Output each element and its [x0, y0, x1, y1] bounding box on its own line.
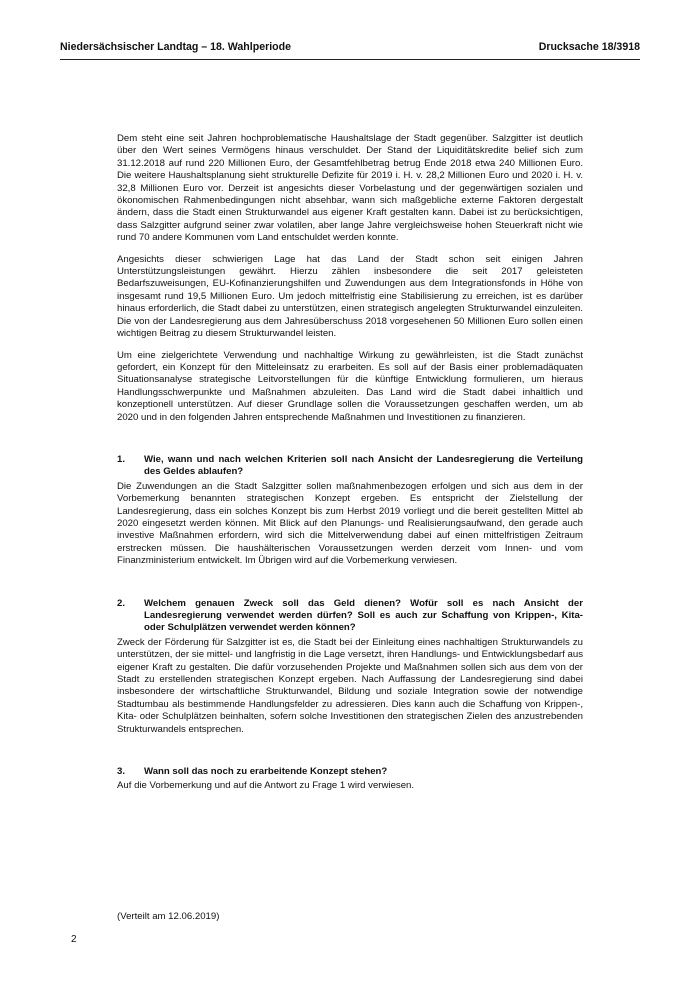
question-1	[117, 454, 583, 479]
question-text: Welchem genauen Zweck soll das Geld dienen? Wofür soll es nach Ansicht der Landesregierung verwendet werden dürfen? Soll es auch zur Schaffung von Krippen-, Kita- oder Schulplätzen verwendet werden können?	[144, 597, 583, 634]
question-3	[117, 766, 583, 778]
page-number: 2	[71, 934, 77, 945]
distribution-note: (Verteilt am 12.06.2019)	[117, 911, 220, 922]
document-body	[117, 133, 583, 802]
answer-2: Zweck der Förderung für Salzgitter ist es, die Stadt bei der Einleitung eines nachhaltigen Strukturwandels zu unterstützen, der sie mittel- und langfristig in die Lage versetzt, ihren Handlungs- und Entwicklungsbedarf aus eigener Kraft zu gestalten. Die dafür vorzusehenden Projekte und Maßnahmen sollen sich aus dem von der Stadt zu erstellenden strategischen Konzept ergeben. Nach Auffassung der Landesregierung sind dabei insbesondere der wirtschaftliche Strukturwandel, Bildung und soziale Integration sowie der notwendige Stadtumbau als bestimmende Handlungsfelder zu adressieren. Dies kann auch die Schaffung von Krippen-, Kita- oder Schulplätzen beinhalten, sofern solche Investitionen den strategischen Zielen des anzustrebenden Strukturwandels entsprechen.	[117, 636, 583, 735]
question-number: 2.	[117, 597, 126, 609]
intro-paragraph: Um eine zielgerichtete Verwendung und nachhaltige Wirkung zu gewährleisten, ist die Stadt zunächst gefordert, ein Konzept für den Mitteleinsatz zu erarbeiten. Es soll auf der Basis einer problemadäquaten Situationsanalyse strategische Leitvorstellungen für die künftige Entwicklung formulieren, um hieraus Handlungsschwerpunkte und Maßnahmen abzuleiten. Das Land wird die Stadt dabei inhaltlich und konzeptionell unterstützen. Auf dieser Grundlage sollen die Voraussetzungen geschaffen werden, um ab 2020 und in den folgenden Jahren entsprechende Maßnahmen und Investitionen zu finanzieren.	[117, 349, 583, 423]
document-number: Drucksache 18/3918	[538, 41, 640, 53]
question-text: Wie, wann und nach welchen Kriterien soll nach Ansicht der Landesregierung die Verteilung des Geldes ablaufen?	[144, 453, 583, 478]
header-title: Niedersächsischer Landtag – 18. Wahlperiode	[60, 41, 291, 53]
intro-paragraph: Dem steht eine seit Jahren hochproblematische Haushaltslage der Stadt gegenüber. Salzgitter ist deutlich über den Wert seines Vermögens hinaus verschuldet. Der Stand der Liquiditätskredite belief sich zum 31.12.2018 auf rund 220 Millionen Euro, der Gesamtfehlbetrag betrug Ende 2018 etwa 240 Millionen Euro. Die weitere Haushaltsplanung sieht strukturelle Defizite für 2019 i. H. v. 28,2 Millionen Euro und 2020 i. H. v. 32,8 Millionen Euro vor. Derzeit ist angesichts dieser Vorbelastung und der gegenwärtigen sozialen und ökonomischen Rahmenbedingungen nicht absehbar, wann sich maßgebliche externe Faktoren dergestalt ändern, dass die Stadt einen Strukturwandel aus eigener Kraft gestalten kann. Dabei ist zu berücksichtigen, dass Salzgitter aufgrund seiner zwar volatilen, aber lange Jahre vergleichsweise hohen Steuerkraft nicht wie rund 70 andere Kommunen vom Land entschuldet werden konnte.	[117, 133, 583, 244]
intro-paragraph: Angesichts dieser schwierigen Lage hat das Land der Stadt schon seit einigen Jahren Unterstützungsleistungen gewährt. Hierzu zählen insbesondere die seit 2017 geleisteten Bedarfszuweisungen, EU-Kofinanzierungshilfen und Zuwendungen aus dem Integrationsfonds in Höhe von insgesamt rund 19,5 Millionen Euro. Um jedoch mittelfristig eine Stabilisierung zu erreichen, ist es darüber hinaus erforderlich, die Stadt dabei zu unterstützen, einen strategisch angelegten Strukturwandel einzuleiten. Die von der Landesregierung aus dem Jahresüberschuss 2018 vorgesehenen 50 Millionen Euro sollen einen wichtigen Beitrag zu diesem Strukturwandel leisten.	[117, 253, 583, 340]
question-2	[117, 598, 583, 635]
answer-3: Auf die Vorbemerkung und auf die Antwort zu Frage 1 wird verwiesen.	[117, 780, 415, 792]
answer-1: Die Zuwendungen an die Stadt Salzgitter sollen maßnahmenbezogen erfolgen und sich aus dem in der Vorbemerkung benannten strategischen Konzept ergeben. Es entspricht der Zielstellung der Landesregierung, dass ein solches Konzept bis zum Herbst 2019 vorliegt und die bereit gestellten Mittel ab 2020 eingesetzt werden können. Mit Blick auf den Planungs- und Realisierungsaufwand, den gerade auch investive Maßnahmen erfordern, wird sich die Mittelverwendung dabei auf einen mittelfristigen Zeitraum erstrecken müssen. Die haushälterischen Voraussetzungen werden derzeit vom Innen- und vom Finanzministerium entwickelt. Im Übrigen wird auf die Vorbemerkung verwiesen.	[117, 480, 583, 567]
page-header	[60, 41, 640, 60]
question-number: 1.	[117, 453, 126, 465]
question-text: Wann soll das noch zu erarbeitende Konzept stehen?	[144, 766, 388, 778]
question-number: 3.	[117, 766, 126, 778]
